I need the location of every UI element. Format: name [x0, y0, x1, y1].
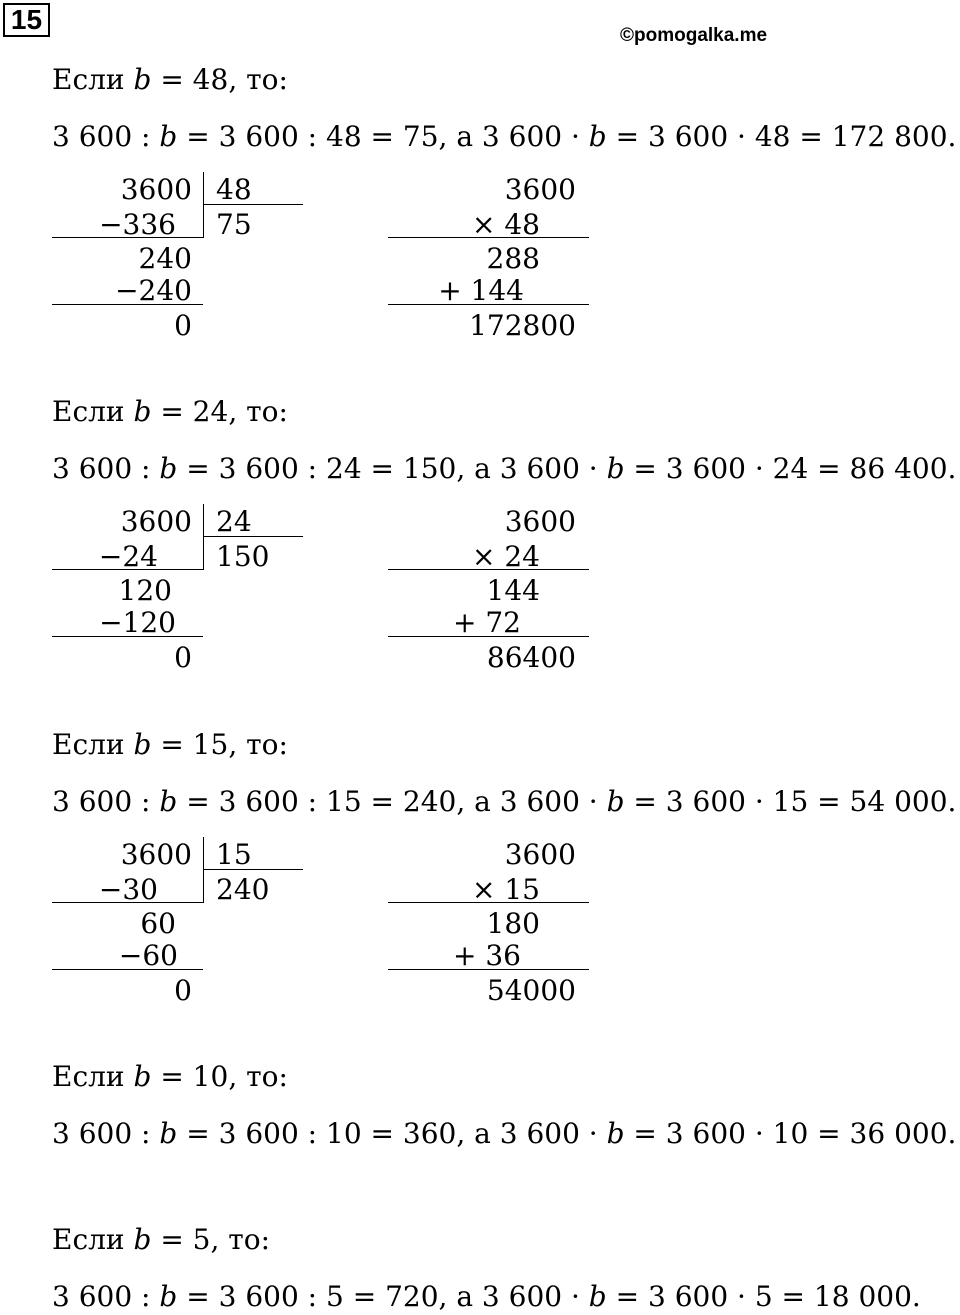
- factor: × 24: [472, 540, 540, 573]
- subtrahend: −24: [98, 540, 158, 573]
- subtrahend: −240: [115, 274, 192, 307]
- factor: × 48: [472, 208, 540, 241]
- product: 86400: [486, 641, 576, 674]
- partial-product: 288: [486, 242, 540, 275]
- partial-product: + 144: [438, 274, 524, 307]
- factor: 3600: [504, 505, 576, 538]
- divisor: 48: [216, 173, 252, 206]
- factor: 3600: [504, 173, 576, 206]
- equation-line: 3 600 : b = 3 600 : 10 = 360, а 3 600 · b = 3 600 · 10 = 36 000.: [52, 1117, 957, 1150]
- quotient: 240: [216, 873, 270, 906]
- partial-product: 144: [486, 574, 540, 607]
- underline: [388, 636, 589, 637]
- subtrahend: −30: [98, 873, 158, 906]
- watermark: ©pomogalka.me: [620, 25, 768, 46]
- underline: [52, 902, 203, 903]
- equation-line: 3 600 : b = 3 600 : 24 = 150, а 3 600 · b = 3 600 · 24 = 86 400.: [52, 452, 957, 485]
- product: 54000: [486, 974, 576, 1007]
- underline: [52, 237, 203, 238]
- remainder: 0: [174, 974, 192, 1007]
- dividend: 3600: [120, 838, 192, 871]
- condition-line: Если b = 15, то:: [52, 728, 288, 761]
- factor: 3600: [504, 838, 576, 871]
- equation-line: 3 600 : b = 3 600 : 15 = 240, а 3 600 · b = 3 600 · 15 = 54 000.: [52, 785, 957, 818]
- dividend: 3600: [120, 505, 192, 538]
- condition-line: Если b = 48, то:: [52, 63, 288, 96]
- equation-line: 3 600 : b = 3 600 : 5 = 720, а 3 600 · b = 3 600 · 5 = 18 000.: [52, 1280, 921, 1313]
- partial-product: + 72: [453, 606, 521, 639]
- remainder: 0: [174, 641, 192, 674]
- underline: [388, 569, 589, 570]
- underline: [52, 569, 203, 570]
- division-bar: [203, 837, 204, 903]
- subtrahend: −336: [99, 208, 176, 241]
- partial-product: 180: [486, 907, 540, 940]
- underline: [52, 636, 203, 637]
- equation-line: 3 600 : b = 3 600 : 48 = 75, а 3 600 · b = 3 600 · 48 = 172 800.: [52, 120, 957, 153]
- quotient: 75: [216, 208, 252, 241]
- remainder: 60: [140, 907, 176, 940]
- underline: [52, 969, 203, 970]
- partial-product: + 36: [453, 939, 521, 972]
- underline: [388, 237, 589, 238]
- factor: × 15: [472, 873, 540, 906]
- underline: [388, 969, 589, 970]
- dividend: 3600: [120, 173, 192, 206]
- condition-line: Если b = 5, то:: [52, 1223, 271, 1256]
- underline: [388, 304, 589, 305]
- divisor: 15: [216, 838, 252, 871]
- condition-line: Если b = 24, то:: [52, 395, 288, 428]
- underline: [388, 902, 589, 903]
- subtrahend: −120: [99, 606, 176, 639]
- product: 172800: [469, 309, 576, 342]
- underline: [52, 304, 203, 305]
- division-bar: [203, 172, 204, 238]
- remainder: 240: [138, 242, 192, 275]
- subtrahend: −60: [118, 939, 178, 972]
- quotient: 150: [216, 540, 270, 573]
- divisor: 24: [216, 505, 252, 538]
- remainder: 120: [118, 574, 172, 607]
- condition-line: Если b = 10, то:: [52, 1060, 288, 1093]
- remainder: 0: [174, 309, 192, 342]
- task-number: 15: [3, 3, 50, 37]
- division-bar: [203, 504, 204, 570]
